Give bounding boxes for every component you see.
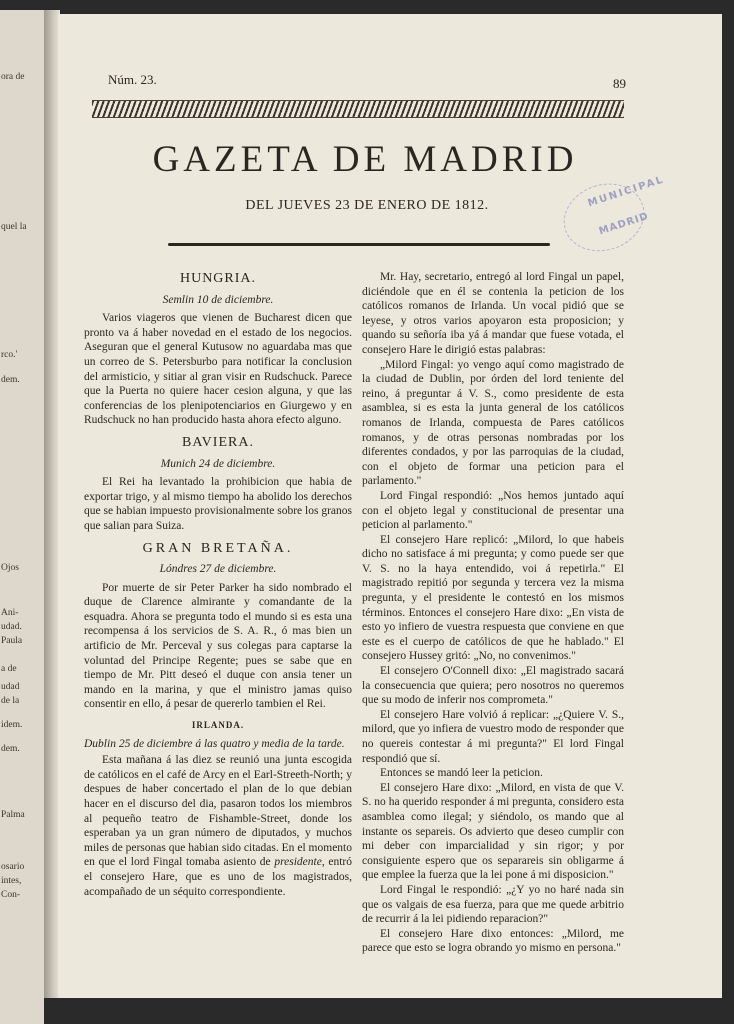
left-fragment: dem. [1,744,20,754]
article-paragraph: Lord Fingal respondió: „Nos hemos juntado aquí con el objeto legal y constitucional de presentar una peticion al parlamento." [362,489,624,532]
article-text-part: Esta mañana á las diez se reunió una junta escogida de católicos en el café de Arcy en el Earl-Streeth-North; y despues de haber concertado el plan de lo que debian hacer en el discurso del dia, pasaron todos los miembros al pequeño teatro de Fishamble-Street, donde los esperaban ya un gran número de diputados, y muchos miles de personas que habian sido citadas. En el momento en que el lord Fingal tomaba asiento de [84,754,352,869]
issue-date: DEL JUEVES 23 DE ENERO DE 1812. [245,198,489,213]
article-text-italic: presidente [274,856,322,869]
page-number: 89 [613,76,626,91]
left-fragment: Paula [1,636,23,646]
section-heading-baviera: BAVIERA. [182,434,254,450]
left-fragment: udad [1,682,20,692]
left-fragment: udad. [1,622,22,632]
stamp-text-top: MUNICIPAL [586,174,666,210]
left-fragment: rco.' [1,350,18,360]
article-text: Varios viageros que vienen de Bucharest dicen que pronto va á haber novedad en el estado de los negocios. Aseguran que el general Kutusow no aguardaba mas que un correo de S. Petersburbo para notificar la conclusion del armisticio, y sitiar al gran visir en Rudschuck. Parece que la Puerta no quiere hacer cesion alguna, y que las conferencias de los plenipotenciarios en Giurgewo y en Rudschuck no han producido hasta ahora efecto alguno. [84,312,352,427]
dateline: Lóndres 27 de diciembre. [159,563,277,576]
left-fragment: Con- [1,890,20,900]
article-paragraph: El consejero Hare dixo: „Milord, en vista de que V. S. no ha querido responder á mi pregunta, considero esta asamblea como ilegal; y siéndolo, os mando que al instante os separeis. Os advierto que deseo cumplir con mi deber con imparcialidad y sin rigor; y por consiguiente espero que os separareis sin obligarme á que emplee la fuerza que la lei pone á mi disposicion." [362,781,624,882]
section-heading-gran-bretana: GRAN BRETAÑA. [142,540,294,556]
article-text [84,753,352,899]
dateline: Munich 24 de diciembre. [160,457,276,470]
dateline: Semlin 10 de diciembre. [162,293,274,306]
masthead-rule [168,243,550,246]
stamp-text-bottom: MADRID [597,210,651,238]
article-paragraph: „Milord Fingal: yo vengo aquí como magistrado de la ciudad de Dublin, por órden del lord teniente del reino, á preguntar á V. S., como presidente de esta asamblea, si es esta la junta general de los católicos romanos de Irlanda, compuesta de Pares católicos romanos, y de otras personas nombradas por los diferentes condados, y por las parroquias de la ciudad, con el objeto de formar una peticion para el parlamento." [362,358,624,488]
left-fragment: idem. [1,720,23,730]
article-paragraph: Mr. Hay, secretario, entregó al lord Fingal un papel, diciéndole que en él se contenia la peticion de los católicos romanos de Irlanda. Un vocal pidió que se leyese, y otros varios apoyaron esta proposicion; y quando su señoría iba yá á mandar que fuese votada, el consejero Hare le dirigió estas palabras: [362,271,624,356]
article-paragraph: El consejero Hare replicó: „Milord, lo que habeis dicho no satisface á mi pregunta; y como puede ser que V. S. no la haya entendido, voi á repetirla." El magistrado repitió por segunda y tercera vez la misma pregunta, y el presidente le contestó en los mismos términos. Entonces el consejero Hare dixo: „En vista de esto yo infiero de vuestra respuesta que conviene en que este es el cuerpo de católicos de que he hablado." El consejero Hussey gritó: „No, no convenimos." [362,533,624,663]
article-paragraph: El consejero Hare volvió á replicar: „¿Quiere V. S., milord, que yo infiera de vuestro modo de responder que no quereis contestar á mi pregunta?" El lord Fingal respondió que sí. [362,708,624,765]
article-text: Por muerte de sir Peter Parker ha sido nombrado el duque de Clarence almirante y comandante de la esquadra. Ahora se pregunta todo el mundo si es esta una recompensa á los servicios de S. A. R., ó mas bien un artificio de Mr. Perceval y sus colegas para captarse la voluntad del Principe Regente; pues se sabe que en tiempo de Mr. Pitt deseó el duque con ansia tener un mando en la marina, y que el ministro jamas quiso consentir en ello, á pesar de quererlo tambien el Rei. [84,581,352,711]
article-paragraph: El consejero O'Connell dixo: „El magistrado sacará la consecuencia que quiera; pero nosotros no queremos que su modo de inferir nos comprometa." [362,665,624,707]
dateline: Dublin 25 de diciembre á las quatro y media de la tarde. [84,737,345,750]
left-fragment: osario [1,862,25,872]
left-fragment: a de [1,664,17,674]
section-heading-hungria: HUNGRIA. [179,271,257,286]
left-fragment: de la [1,696,20,706]
left-fragment: ora de [1,72,25,82]
left-fragment: Ani- [1,608,19,618]
article-paragraph: Entonces se mandó leer la peticion. [380,767,543,780]
article-text-part: , entró el consejero Hare, que es uno de los magistrados, acompañado de un séquito correspondiente. [84,856,352,898]
masthead-title: GAZETA DE MADRID [152,139,578,180]
article-paragraph: El consejero Hare dixo entonces: „Milord, me parece que esto se logra obrando yo mismo en persona." [362,927,624,955]
issue-number: Núm. 23. [108,72,157,87]
column-right [362,270,624,956]
section-heading-irlanda: IRLANDA. [191,720,245,731]
ornamental-border [92,100,624,118]
left-fragment: Ojos [1,563,19,573]
scan-bottom-edge [44,998,734,1024]
left-fragment: Palma [1,810,25,820]
left-fragment: intes, [1,876,22,886]
left-fragment: dem. [1,375,20,385]
article-text: El Rei ha levantado la prohibicion que habia de exportar trigo, y al mismo tiempo ha abolido los derechos que se habian impuesto provisionalmente sobre los granos que salian para Suiza. [84,476,352,532]
article-paragraph: Lord Fingal le respondió: „¿Y yo no haré nada sin que os valgais de esa fuerza, para que me quede arbitrio de recurrir á la lei pidiendo reparacion?" [362,883,624,926]
left-fragment: quel la [1,222,27,232]
column-left [84,270,352,899]
